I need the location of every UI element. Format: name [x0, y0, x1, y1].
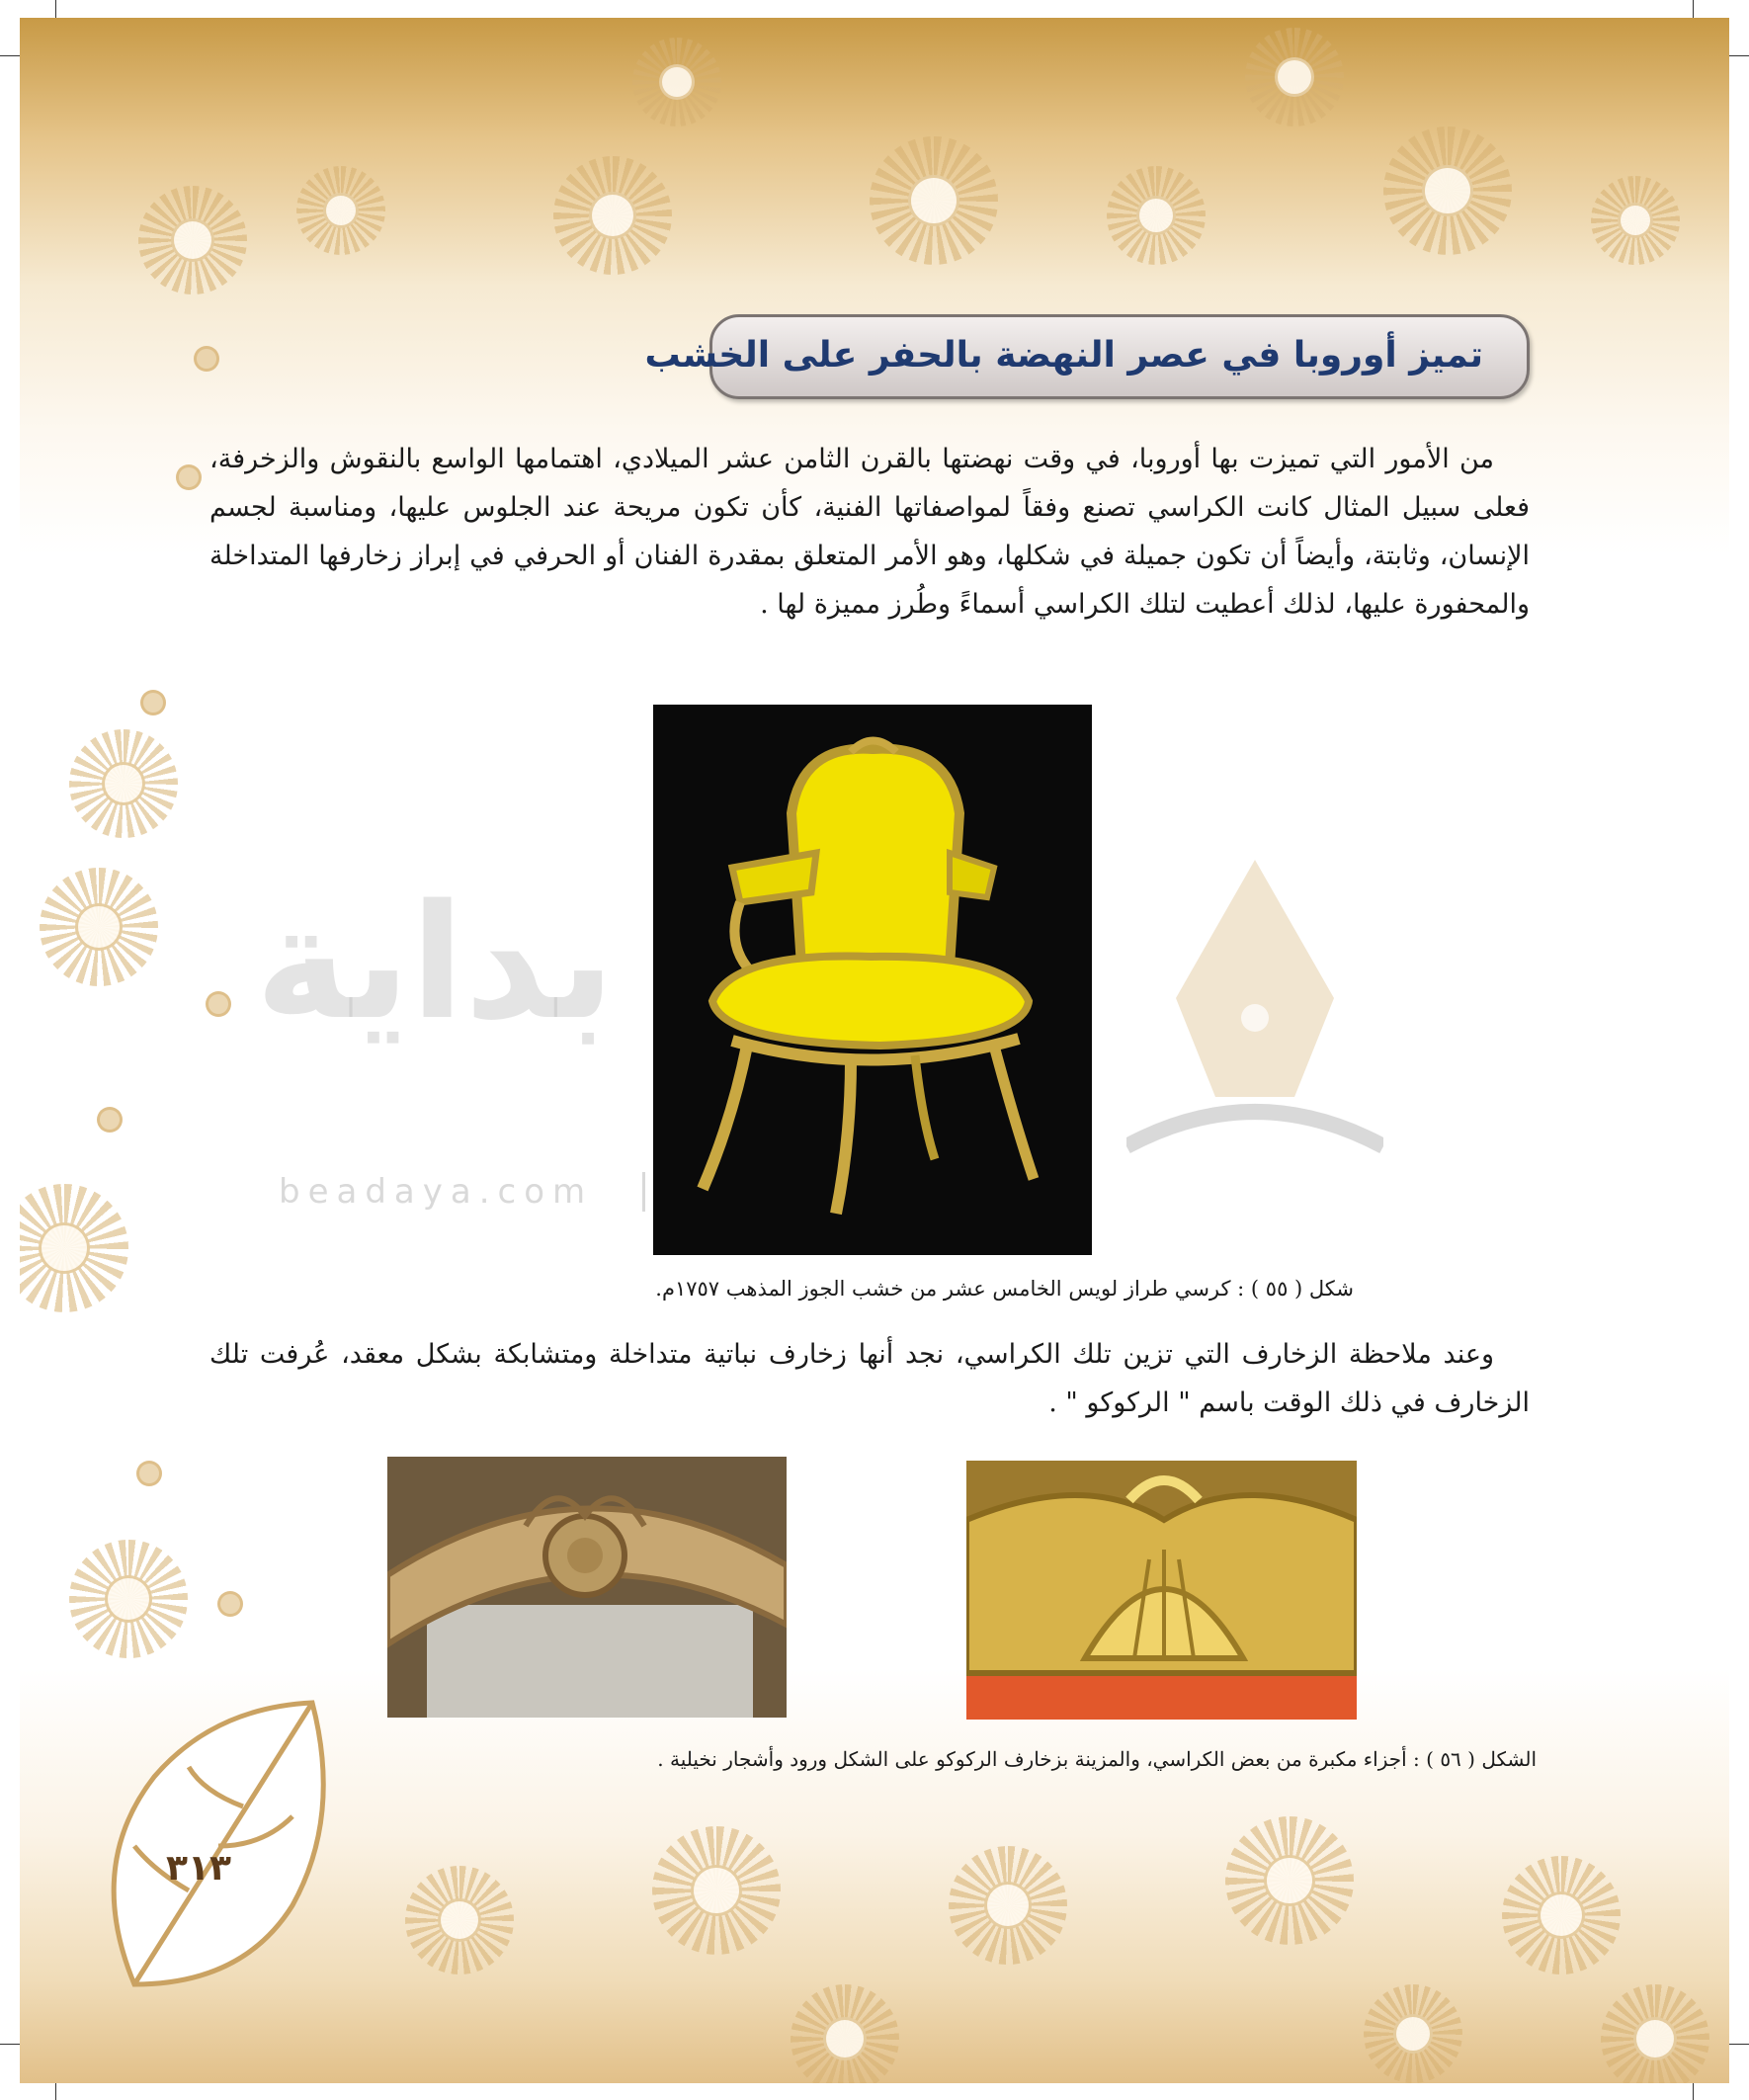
rosette-ornament [296, 166, 385, 255]
rosette-ornament [791, 1984, 899, 2083]
watermark-brand: بداية [255, 870, 616, 1054]
rosette-ornament [1225, 1816, 1354, 1945]
rosette-ornament [553, 156, 672, 275]
rosette-ornament [69, 1540, 188, 1658]
dot-ornament [194, 346, 219, 372]
rosette-ornament [1502, 1856, 1621, 1974]
rosette-ornament [40, 868, 158, 986]
dot-ornament [176, 464, 202, 490]
carving-detail-photo-left [387, 1457, 787, 1718]
section-title: تميز أوروبا في عصر النهضة بالحفر على الخشب [644, 335, 1483, 376]
paragraph-text: من الأمور التي تميزت بها أوروبا، في وقت نهضتها بالقرن الثامن عشر الميلادي، اهتمامها الواسع بالنقوش والزخرفة، فعلى سبيل المثال كانت الكراسي تصنع وفقاً لمواصفاتها الفنية، كأن تكون مريحة عند الجلوس عليها، ومناسبة لجسم الإنسان، وثابتة، وأيضاً أن تكون جميلة في شكلها، وهو الأمر المتعلق بمقدرة الفنان أو الحرفي في إبراز زخارفها المتداخلة والمحفورة عليها، لذلك أعطيت لتلك الكراسي أسماءً وطُرز مميزة لها . [209, 444, 1530, 620]
paragraph-text: وعند ملاحظة الزخارف التي تزين تلك الكراسي، نجد أنها زخارف نباتية متداخلة ومتشابكة بشكل معقد، عُرفت تلك الزخارف في ذلك الوقت باسم " الركوكو " . [209, 1339, 1530, 1418]
intro-paragraph [209, 435, 1530, 629]
rosette-ornament [870, 136, 998, 265]
rosette-ornament [1383, 126, 1512, 255]
rosette-ornament [652, 1826, 781, 1955]
rosette-ornament [632, 38, 721, 126]
rosette-ornament [20, 1184, 128, 1312]
dot-ornament [217, 1591, 243, 1617]
dot-ornament [140, 690, 166, 715]
rosette-ornament [1364, 1984, 1462, 2083]
figure-56-caption: الشكل ( ٥٦ ) : أجزاء مكبرة من بعض الكراسي، والمزينة بزخارف الركوكو على الشكل ورود وأشجار نخيلية . [657, 1747, 1537, 1771]
chair-photo [653, 705, 1092, 1255]
dot-ornament [97, 1107, 123, 1133]
rosette-ornament [1591, 176, 1680, 265]
leaf-icon [95, 1698, 342, 1994]
carving-detail-photo-right [966, 1461, 1357, 1720]
dot-ornament [136, 1461, 162, 1486]
dot-ornament [206, 991, 231, 1017]
rosette-ornament [1245, 28, 1344, 126]
figure-55-caption: شكل ( ٥٥ ) : كرسي طراز لويس الخامس عشر من خشب الجوز المذهب ١٧٥٧م. [655, 1277, 1354, 1301]
rosette-ornament [1601, 1984, 1709, 2083]
watermark-url: beadaya.com [279, 1172, 594, 1212]
rosette-ornament [405, 1866, 514, 1974]
section-title-box [644, 314, 1530, 399]
page-number: ٣١٣ [166, 1848, 231, 1889]
rosette-ornament [138, 186, 247, 294]
rosette-ornament [69, 729, 178, 838]
pen-nib-icon [1126, 850, 1383, 1176]
rococo-paragraph [209, 1330, 1530, 1427]
rosette-ornament [1107, 166, 1206, 265]
watermark-separator [642, 1172, 645, 1212]
rosette-ornament [949, 1846, 1067, 1965]
